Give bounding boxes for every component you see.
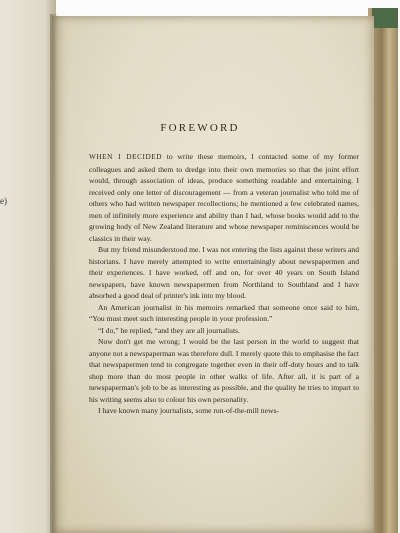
paragraph-2: But my friend misunderstood me. I was not entering the lists against these writers and historians. I have merely attempted to write entertainingly about newspapermen and their experiences. I have worked, off and on, for over 40 years on South Island newspapers, have known newspapermen from Northland to Southland and I have absorbed a good deal of printer's ink into my blood.: [89, 245, 359, 300]
paragraph-6: I have known many journalists, some run-of-the-mill news-: [98, 406, 279, 415]
paragraph-4: “I do,” he replied, “and they are all journalists.: [98, 325, 240, 335]
page-gutter-shadow: [50, 14, 58, 533]
lead-words: WHEN I DECIDED: [89, 153, 163, 161]
paragraph-1: [89, 151, 359, 244]
chapter-title: FOREWORD: [160, 122, 240, 134]
foreword-text: [89, 151, 359, 417]
paragraph-1-text: to write these memoirs, I contacted some of my former colleagues and asked them to dredge into their own memories so that the joint effort would, through association of ideas, produce something readable and entertaining. I received only one letter of discouragement — from a veteran journalist who told me of others who had written newspaper recollections; he mentioned a few celebrated names, men of infinitely more experience and ability than I had, whose books would add to the growing body of New Zealand literature and whose newspaper reminiscences would be classics in their way.: [89, 152, 359, 243]
paragraph-3: An American journalist in his memoirs remarked that someone once said to him, “You must meet such interesting people in your profession.”: [89, 302, 359, 323]
paragraph-5: Now don't get me wrong; I would be the last person in the world to suggest that anyone not a newspaperman was therefore dull. I merely quote this to emphasise the fact that newspapermen tend to congregate together even in their off-duty hours and to talk shop more than do most people in other walks of life. After all, it is part of a newspaperman's job to be as interesting as possible, and the quality he tries to impart to his writing seems also to colour his own personality.: [89, 337, 359, 404]
left-page: [0, 0, 56, 533]
cover-corner: [372, 8, 398, 28]
left-page-text-fragment: e): [0, 196, 7, 206]
